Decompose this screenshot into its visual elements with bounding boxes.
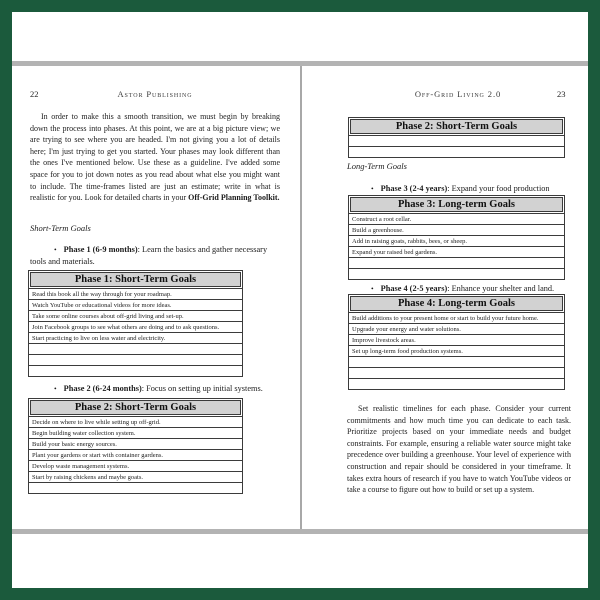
goal-table-row: Start practicing to live on less water and electricity.: [29, 332, 242, 343]
goal-table-row: Upgrade your energy and water solutions.: [349, 323, 564, 334]
bullet-phase-4-text: : Enhance your shelter and land.: [447, 284, 555, 293]
table-title: Phase 3: Long-term Goals: [350, 197, 563, 212]
table-title: Phase 2: Short-Term Goals: [350, 119, 563, 134]
bullet-phase-4: [347, 283, 573, 295]
goal-table-row: Plant your gardens or start with container gardens.: [29, 449, 242, 460]
running-header-right: Off-Grid Living 2.0: [414, 89, 502, 99]
bullet-icon: •: [371, 184, 374, 193]
goal-table-empty-row: [349, 378, 564, 389]
goal-table-empty-row: [349, 356, 564, 367]
goal-table-row: Join Facebook groups to see what others are doing and to ask questions.: [29, 321, 242, 332]
intro-paragraph-bold-toolkit: Off-Grid Planning Toolkit.: [188, 193, 280, 203]
bullet-icon: •: [54, 384, 57, 393]
phase-2-goals-table: [28, 398, 243, 494]
goal-table-row: Take some online courses about off-grid living and set-up.: [29, 310, 242, 321]
goal-table-row: Watch YouTube or educational videos for more ideas.: [29, 299, 242, 310]
phase-4-goals-table: [348, 294, 565, 390]
page-spread: [12, 12, 588, 588]
bullet-phase-1-text: : Learn the basics and gather necessary tools and materials.: [30, 245, 268, 266]
page-bottom-edge-bar: [12, 529, 588, 534]
bullet-phase-2: [30, 383, 282, 395]
goal-table-empty-row: [29, 482, 242, 493]
goal-table-empty-row: [349, 268, 564, 279]
table-title: Phase 4: Long-term Goals: [350, 296, 563, 311]
goal-table-row: Start by raising chickens and maybe goats.: [29, 471, 242, 482]
page-number-right: 23: [557, 89, 566, 99]
goal-table-row: Build a greenhouse.: [349, 224, 564, 235]
bullet-phase-1: [30, 244, 282, 267]
closing-paragraph: Set realistic timelines for each phase. Consider your current commitments and how much time you can dedicate to each task. Prioritize projects based on your immediate needs and budget constraints. For example, ensuring a reliable water source might take precedence over building a greenhouse. Your level of experience with construction and repair should be considered in your timeframe. It takes extra hours of research if you have to watch YouTube videos or take a course to figure out how to build or set up a system.: [347, 404, 571, 495]
goal-table-row: Expand your raised bed gardens.: [349, 246, 564, 257]
phase-1-goals-table: [28, 270, 243, 377]
goal-table-row: Improve livestock areas.: [349, 334, 564, 345]
goal-table-row: Decide on where to live while setting up off-grid.: [29, 416, 242, 427]
bullet-phase-3: [347, 183, 573, 195]
bullet-icon: •: [54, 245, 57, 254]
goal-table-empty-row: [349, 135, 564, 146]
goal-table-row: Build additions to your present home or start to build your future home.: [349, 312, 564, 323]
goal-table-empty-row: [349, 367, 564, 378]
bullet-phase-4-label: Phase 4 (2-5 years): [380, 284, 448, 293]
page-number-left: 22: [30, 89, 39, 99]
intro-paragraph-text: In order to make this a smooth transition, we must begin by breaking down the process into phases. At this point, we are at a big picture view; we are trying to see where you are headed. I'm not giving you a lot of details here; I'm just trying to get you started. Your phases may look different than the ones I've mentioned below. Use these as a guideline. I've added some space for you to jot down notes as you read about what else you might want to include. The time-frames listed are just an estimate; write in what is realistic for you. Look for detailed charts in your: [30, 112, 280, 203]
bullet-phase-2-label: Phase 2 (6-24 months): [63, 384, 142, 393]
goal-table-row: Build your basic energy sources.: [29, 438, 242, 449]
intro-paragraph: [30, 111, 280, 204]
goal-table-empty-row: [29, 354, 242, 365]
section-heading-long-term: Long-Term Goals: [347, 161, 407, 171]
goal-table-row: Construct a root cellar.: [349, 213, 564, 224]
bullet-phase-3-text: : Expand your food production: [447, 184, 550, 193]
goal-table-empty-row: [349, 146, 564, 157]
running-header-left: Astor Publishing: [117, 89, 193, 99]
goal-table-empty-row: [349, 257, 564, 268]
section-heading-short-term: Short-Term Goals: [30, 223, 91, 233]
goal-table-row: Set up long-term food production systems.: [349, 345, 564, 356]
goal-table-empty-row: [29, 365, 242, 376]
phase-3-goals-table: [348, 195, 565, 280]
bullet-icon: •: [371, 284, 374, 293]
goal-table-row: Add in raising goats, rabbits, bees, or sheep.: [349, 235, 564, 246]
phase-2-goals-table-continued: [348, 117, 565, 158]
goal-table-empty-row: [29, 343, 242, 354]
goal-table-row: Read this book all the way through for your roadmap.: [29, 288, 242, 299]
goal-table-row: Develop waste management systems.: [29, 460, 242, 471]
bullet-phase-2-text: : Focus on setting up initial systems.: [141, 384, 263, 393]
page-spine-divider: [300, 66, 302, 529]
bullet-phase-3-label: Phase 3 (2-4 years): [380, 184, 448, 193]
goal-table-row: Begin building water collection system.: [29, 427, 242, 438]
table-title: Phase 2: Short-Term Goals: [30, 400, 241, 415]
bullet-phase-1-label: Phase 1 (6-9 months): [63, 245, 138, 254]
table-title: Phase 1: Short-Term Goals: [30, 272, 241, 287]
